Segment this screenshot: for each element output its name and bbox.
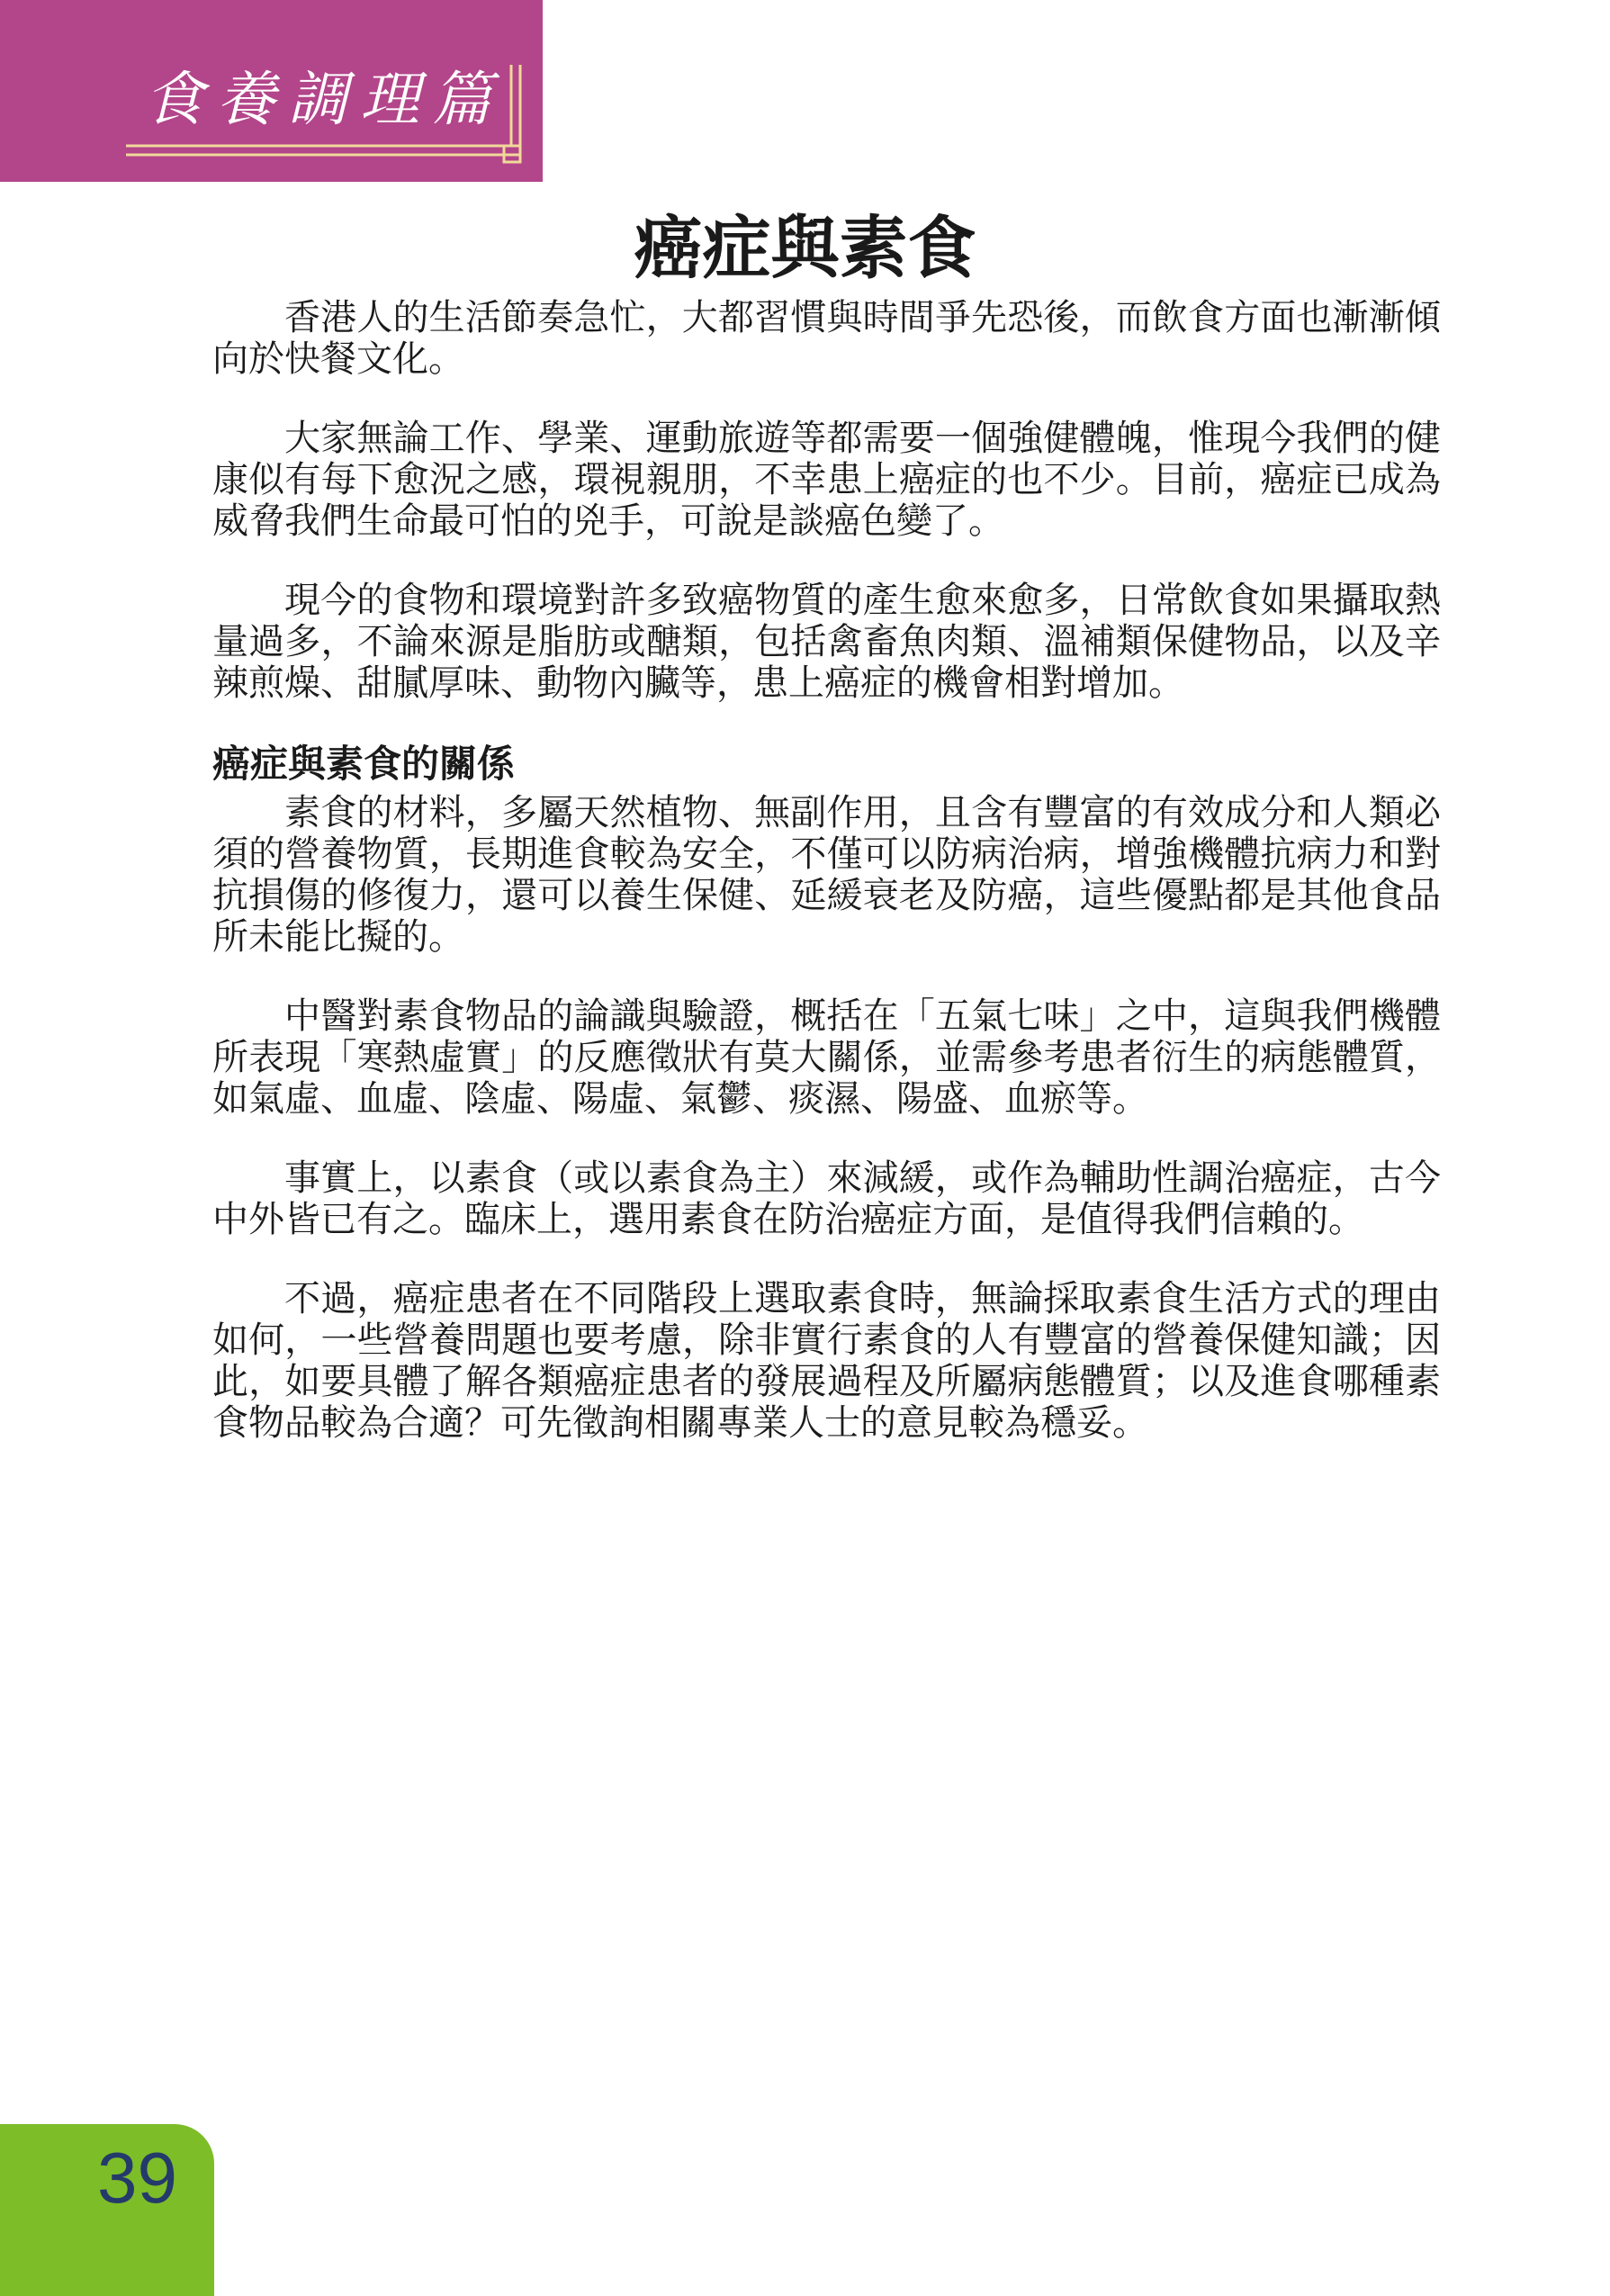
section-subheading: 癌症與素食的關係 xyxy=(212,742,516,786)
section-title: 食養調理篇 xyxy=(144,65,504,134)
paragraph: 不過，癌症患者在不同階段上選取素食時，無論採取素食生活方式的理由如何，一些營養問題也要考慮，除非實行素食的人有豐富的營養保健知識；因此，如要具體了解各類癌症患者的發展過程及所屬病態體質；以及進食哪種素食物品較為合適？可先徵詢相關專業人士的意見較為穩妥。 xyxy=(212,1278,1441,1444)
paragraph: 大家無論工作、學業、運動旅遊等都需要一個強健體魄，惟現今我們的健康似有每下愈況之感，環視親朋，不幸患上癌症的也不少。目前，癌症已成為威脅我們生命最可怕的兇手，可說是談癌色變了。 xyxy=(212,418,1441,542)
paragraph: 素食的材料，多屬天然植物、無副作用，且含有豐富的有效成分和人類必須的營養物質，長期進食較為安全，不僅可以防病治病，增強機體抗病力和對抗損傷的修復力，還可以養生保健、延緩衰老及防癌，這些優點都是其他食品所未能比擬的。 xyxy=(212,792,1441,958)
paragraph: 現今的食物和環境對許多致癌物質的產生愈來愈多，日常飲食如果攝取熱量過多，不論來源是脂肪或醣類，包括禽畜魚肉類、溫補類保健物品，以及辛辣煎燥、甜膩厚味、動物內臟等，患上癌症的機會相對增加。 xyxy=(212,580,1441,704)
page-number: 39 xyxy=(97,2138,177,2218)
paragraph: 事實上，以素食（或以素食為主）來減緩，或作為輔助性調治癌症，古今中外皆已有之。臨床上，選用素食在防治癌症方面，是值得我們信賴的。 xyxy=(212,1157,1441,1240)
paragraph: 香港人的生活節奏急忙，大都習慣與時間爭先恐後，而飲食方面也漸漸傾向於快餐文化。 xyxy=(212,297,1441,380)
page-title: 癌症與素食 xyxy=(634,208,976,288)
paragraph: 中醫對素食物品的論識與驗證，概括在「五氣七味」之中，這與我們機體所表現「寒熱虛實」的反應徵狀有莫大關係，並需參考患者衍生的病態體質，如氣虛、血虛、陰虛、陽虛、氣鬱、痰濕、陽盛、血瘀等。 xyxy=(212,995,1441,1120)
article-body xyxy=(212,297,1441,1481)
